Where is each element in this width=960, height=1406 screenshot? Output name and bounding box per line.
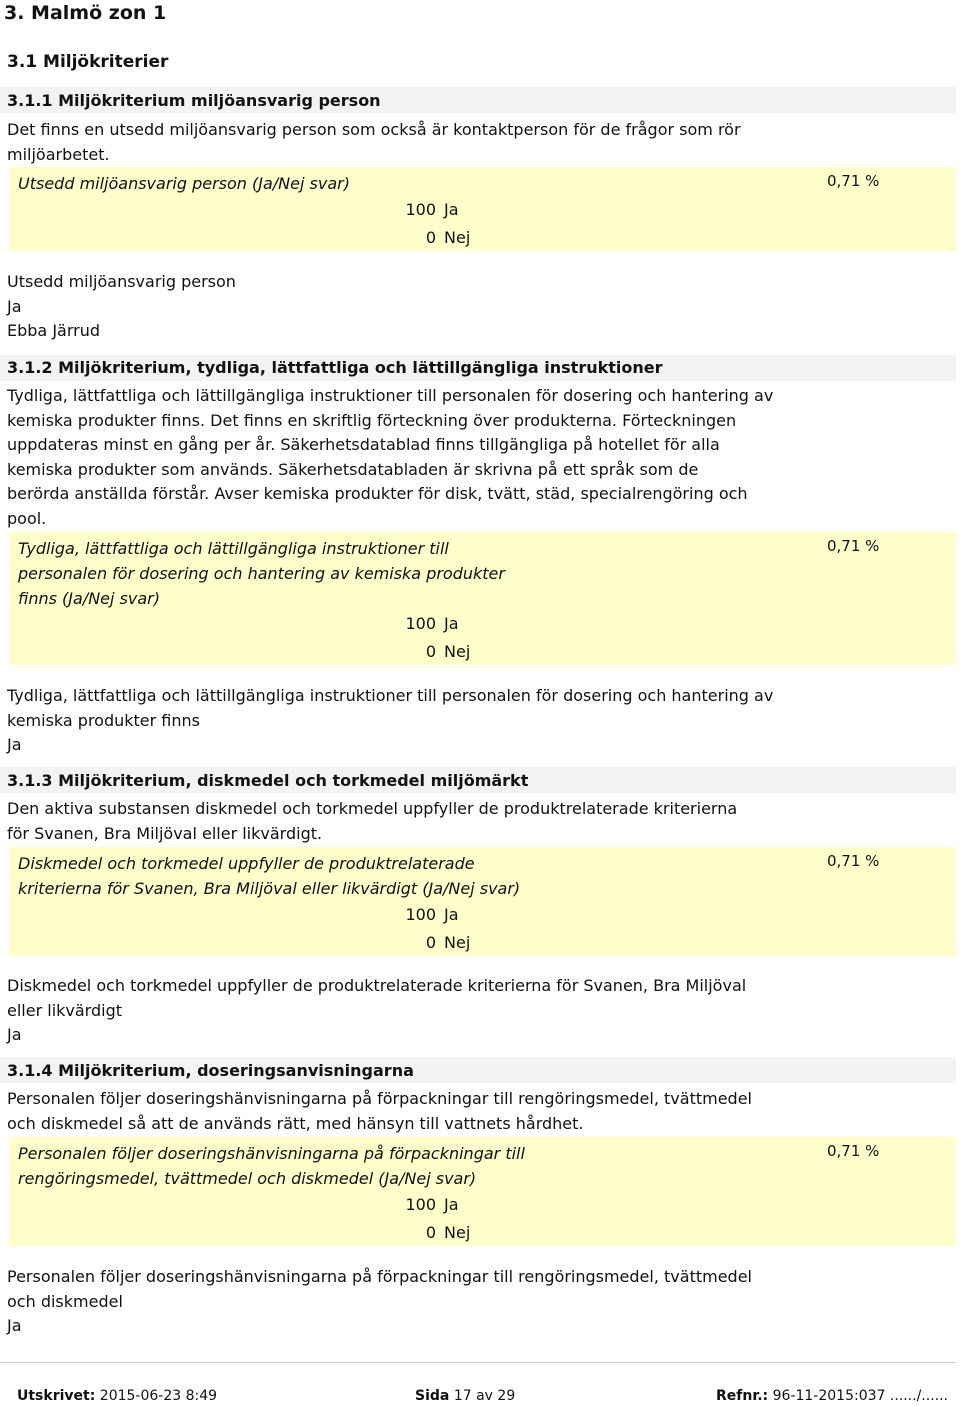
option-label: Nej — [444, 1223, 471, 1242]
footer-page-number: Sida 17 av 29 — [415, 1388, 516, 1404]
criterion-description: Personalen följer doseringshänvisningarna på förpackningar till rengöringsmedel, tvättmedel och diskmedel så att de används rätt, med hänsyn till vattnets hårdhet. — [7, 1089, 752, 1133]
weight-percent: 0,71 % — [827, 537, 880, 555]
page-title: 3. Malmö zon 1 — [4, 2, 167, 24]
answer-block: Tydliga, lättfattliga och lättillgängliga instruktioner till personalen för dosering och hantering av kemiska produkter finns Ja — [7, 686, 774, 754]
option-score: 100 — [405, 1195, 436, 1214]
option-score: 0 — [425, 228, 436, 247]
footer-printed: Utskrivet: 2015-06-23 8:49 — [17, 1388, 218, 1404]
option-score: 0 — [425, 933, 436, 952]
option-score: 0 — [425, 1223, 436, 1242]
option-label: Ja — [444, 905, 459, 924]
question-text: Tydliga, lättfattliga och lättillgängliga instruktioner till personalen för dosering och hantering av kemiska produkter finns (Ja/Nej svar) — [18, 539, 505, 608]
question-text: Personalen följer doseringshänvisningarna på förpackningar till rengöringsmedel, tvättmedel och diskmedel (Ja/Nej svar) — [18, 1144, 525, 1188]
criterion-description: Den aktiva substansen diskmedel och torkmedel uppfyller de produktrelaterade kriterierna för Svanen, Bra Miljöval eller likvärdigt. — [7, 799, 738, 843]
option-label: Nej — [444, 228, 471, 247]
criterion-heading: 3.1.2 Miljökriterium, tydliga, lättfattliga och lättillgängliga instruktioner — [7, 358, 663, 377]
option-score: 100 — [405, 905, 436, 924]
option-label: Ja — [444, 200, 459, 219]
option-label: Nej — [444, 933, 471, 952]
criterion-heading: 3.1.3 Miljökriterium, diskmedel och torkmedel miljömärkt — [7, 771, 529, 790]
option-label: Nej — [444, 642, 471, 661]
option-label: Ja — [444, 614, 459, 633]
weight-percent: 0,71 % — [827, 1142, 880, 1160]
section-title: 3.1 Miljökriterier — [7, 52, 169, 72]
answer-block: Personalen följer doseringshänvisningarna på förpackningar till rengöringsmedel, tvättmedel och diskmedel Ja — [7, 1267, 752, 1335]
weight-percent: 0,71 % — [827, 172, 880, 190]
weight-percent: 0,71 % — [827, 852, 880, 870]
criterion-heading: 3.1.4 Miljökriterium, doseringsanvisningarna — [7, 1061, 414, 1080]
option-score: 0 — [425, 642, 436, 661]
option-score: 100 — [405, 200, 436, 219]
answer-block: Diskmedel och torkmedel uppfyller de produktrelaterade kriterierna för Svanen, Bra Miljöval eller likvärdigt Ja — [7, 976, 747, 1044]
option-label: Ja — [444, 1195, 459, 1214]
criterion-heading: 3.1.1 Miljökriterium miljöansvarig person — [7, 91, 381, 110]
question-text: Utsedd miljöansvarig person (Ja/Nej svar) — [18, 174, 350, 193]
answer-block: Utsedd miljöansvarig person Ja Ebba Järrud — [7, 272, 236, 340]
criterion-description: Tydliga, lättfattliga och lättillgängliga instruktioner till personalen för dosering och hantering av kemiska produkter finns. Det finns en skriftlig förteckning över produkterna. Förteckningen uppdateras minst en gång per år. Säkerhetsdatablad finns tillgängliga på hotellet för alla kemiska produkter som används. Säkerhetsdatabladen är skrivna på ett språk som de berörda anställda förstår. Avser kemiska produkter för disk, tvätt, städ, specialrengöring och pool. — [7, 386, 774, 528]
footer-divider — [0, 1362, 956, 1363]
question-text: Diskmedel och torkmedel uppfyller de produktrelaterade kriterierna för Svanen, Bra Miljöval eller likvärdigt (Ja/Nej svar) — [18, 854, 521, 898]
option-score: 100 — [405, 614, 436, 633]
footer-reference: Refnr.: 96-11-2015:037 ....../...... — [716, 1388, 948, 1404]
criterion-description: Det finns en utsedd miljöansvarig person som också är kontaktperson för de frågor som rör miljöarbetet. — [7, 120, 741, 164]
